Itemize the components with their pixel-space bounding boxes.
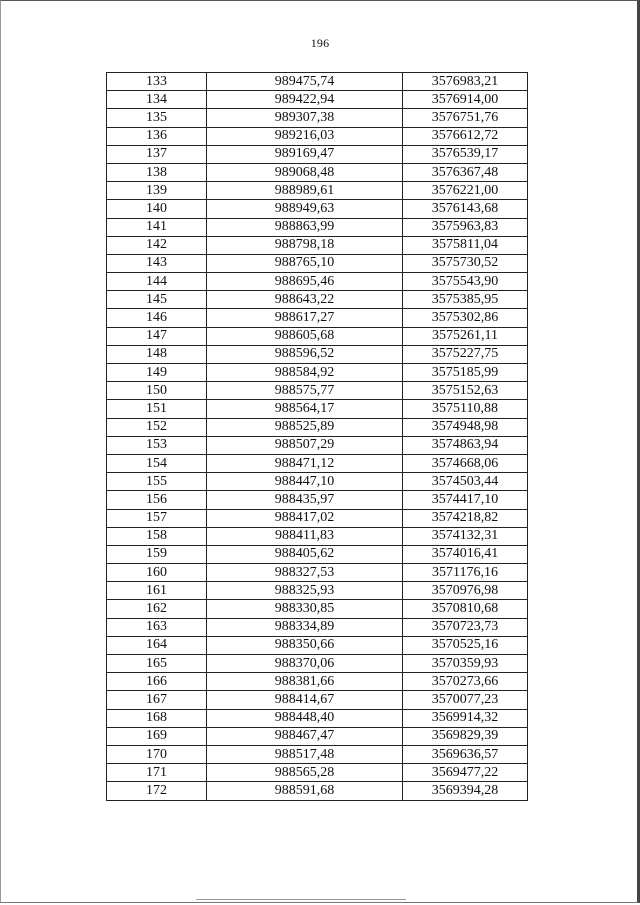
x-coordinate-cell: 988435,97 [207,491,403,509]
x-coordinate-cell: 988370,06 [207,655,403,673]
x-coordinate-cell: 989422,94 [207,91,403,109]
point-number-cell: 139 [107,182,207,200]
x-coordinate-cell: 988565,28 [207,764,403,782]
y-coordinate-cell: 3574948,98 [403,418,528,436]
y-coordinate-cell: 3574668,06 [403,454,528,472]
table-row [107,364,528,382]
y-coordinate-cell: 3576221,00 [403,182,528,200]
point-number-cell: 150 [107,382,207,400]
table-row [107,182,528,200]
x-coordinate-cell: 989169,47 [207,145,403,163]
table-row [107,764,528,782]
point-number-cell: 133 [107,73,207,91]
x-coordinate-cell: 988330,85 [207,600,403,618]
table-row [107,73,528,91]
x-coordinate-cell: 988591,68 [207,782,403,800]
y-coordinate-cell: 3575543,90 [403,273,528,291]
y-coordinate-cell: 3576914,00 [403,91,528,109]
point-number-cell: 153 [107,436,207,454]
y-coordinate-cell: 3570810,68 [403,600,528,618]
table-row [107,709,528,727]
table-row [107,545,528,563]
x-coordinate-cell: 988596,52 [207,345,403,363]
y-coordinate-cell: 3576612,72 [403,127,528,145]
x-coordinate-cell: 988695,46 [207,273,403,291]
point-number-cell: 145 [107,291,207,309]
x-coordinate-cell: 988989,61 [207,182,403,200]
x-coordinate-cell: 988507,29 [207,436,403,454]
table-row [107,418,528,436]
x-coordinate-cell: 988467,47 [207,727,403,745]
page-number: 196 [310,36,330,50]
table-row [107,564,528,582]
y-coordinate-cell: 3570273,66 [403,673,528,691]
x-coordinate-cell: 988525,89 [207,418,403,436]
table-row [107,509,528,527]
x-coordinate-cell: 988325,93 [207,582,403,600]
table-row [107,218,528,236]
point-number-cell: 152 [107,418,207,436]
point-number-cell: 149 [107,364,207,382]
x-coordinate-cell: 988564,17 [207,400,403,418]
point-number-cell: 155 [107,473,207,491]
x-coordinate-cell: 989307,38 [207,109,403,127]
point-number-cell: 172 [107,782,207,800]
x-coordinate-cell: 988517,48 [207,745,403,763]
table-row [107,254,528,272]
table-row [107,109,528,127]
point-number-cell: 144 [107,273,207,291]
point-number-cell: 161 [107,582,207,600]
point-number-cell: 164 [107,636,207,654]
x-coordinate-cell: 988448,40 [207,709,403,727]
table-row [107,291,528,309]
table-row [107,727,528,745]
point-number-cell: 159 [107,545,207,563]
table-row [107,345,528,363]
point-number-cell: 140 [107,200,207,218]
y-coordinate-cell: 3576983,21 [403,73,528,91]
coordinates-table-body [107,73,528,801]
table-row [107,491,528,509]
y-coordinate-cell: 3574218,82 [403,509,528,527]
coordinates-table [106,72,528,801]
x-coordinate-cell: 988765,10 [207,254,403,272]
point-number-cell: 156 [107,491,207,509]
point-number-cell: 165 [107,655,207,673]
point-number-cell: 167 [107,691,207,709]
x-coordinate-cell: 988471,12 [207,454,403,472]
x-coordinate-cell: 988414,67 [207,691,403,709]
table-row [107,200,528,218]
point-number-cell: 143 [107,254,207,272]
y-coordinate-cell: 3574417,10 [403,491,528,509]
y-coordinate-cell: 3575963,83 [403,218,528,236]
point-number-cell: 166 [107,673,207,691]
x-coordinate-cell: 988605,68 [207,327,403,345]
y-coordinate-cell: 3575110,88 [403,400,528,418]
y-coordinate-cell: 3570077,23 [403,691,528,709]
y-coordinate-cell: 3575730,52 [403,254,528,272]
y-coordinate-cell: 3569477,22 [403,764,528,782]
point-number-cell: 157 [107,509,207,527]
y-coordinate-cell: 3570359,93 [403,655,528,673]
footer-scan-line [196,899,406,900]
table-row [107,636,528,654]
table-row [107,382,528,400]
x-coordinate-cell: 988798,18 [207,236,403,254]
y-coordinate-cell: 3569636,57 [403,745,528,763]
y-coordinate-cell: 3575811,04 [403,236,528,254]
point-number-cell: 138 [107,163,207,181]
point-number-cell: 142 [107,236,207,254]
x-coordinate-cell: 988381,66 [207,673,403,691]
y-coordinate-cell: 3574863,94 [403,436,528,454]
table-row [107,436,528,454]
table-row [107,145,528,163]
point-number-cell: 154 [107,454,207,472]
x-coordinate-cell: 988405,62 [207,545,403,563]
table-row [107,673,528,691]
y-coordinate-cell: 3575261,11 [403,327,528,345]
y-coordinate-cell: 3575227,75 [403,345,528,363]
x-coordinate-cell: 988617,27 [207,309,403,327]
point-number-cell: 147 [107,327,207,345]
point-number-cell: 141 [107,218,207,236]
x-coordinate-cell: 988584,92 [207,364,403,382]
x-coordinate-cell: 988575,77 [207,382,403,400]
x-coordinate-cell: 988863,99 [207,218,403,236]
x-coordinate-cell: 988643,22 [207,291,403,309]
table-row [107,582,528,600]
point-number-cell: 163 [107,618,207,636]
y-coordinate-cell: 3576539,17 [403,145,528,163]
y-coordinate-cell: 3575385,95 [403,291,528,309]
y-coordinate-cell: 3569829,39 [403,727,528,745]
table-row [107,691,528,709]
table-row [107,527,528,545]
x-coordinate-cell: 989068,48 [207,163,403,181]
table-row [107,600,528,618]
table-row [107,782,528,800]
point-number-cell: 146 [107,309,207,327]
table-row [107,309,528,327]
y-coordinate-cell: 3574503,44 [403,473,528,491]
point-number-cell: 170 [107,745,207,763]
point-number-cell: 135 [107,109,207,127]
y-coordinate-cell: 3570723,73 [403,618,528,636]
y-coordinate-cell: 3569394,28 [403,782,528,800]
x-coordinate-cell: 988350,66 [207,636,403,654]
table-row [107,91,528,109]
point-number-cell: 137 [107,145,207,163]
x-coordinate-cell: 988417,02 [207,509,403,527]
y-coordinate-cell: 3571176,16 [403,564,528,582]
y-coordinate-cell: 3576143,68 [403,200,528,218]
point-number-cell: 160 [107,564,207,582]
y-coordinate-cell: 3570976,98 [403,582,528,600]
y-coordinate-cell: 3575185,99 [403,364,528,382]
point-number-cell: 136 [107,127,207,145]
table-row [107,454,528,472]
y-coordinate-cell: 3569914,32 [403,709,528,727]
point-number-cell: 158 [107,527,207,545]
table-row [107,163,528,181]
y-coordinate-cell: 3575152,63 [403,382,528,400]
point-number-cell: 168 [107,709,207,727]
x-coordinate-cell: 989475,74 [207,73,403,91]
x-coordinate-cell: 988949,63 [207,200,403,218]
point-number-cell: 151 [107,400,207,418]
x-coordinate-cell: 988411,83 [207,527,403,545]
point-number-cell: 162 [107,600,207,618]
point-number-cell: 148 [107,345,207,363]
x-coordinate-cell: 988334,89 [207,618,403,636]
y-coordinate-cell: 3576751,76 [403,109,528,127]
point-number-cell: 169 [107,727,207,745]
table-row [107,473,528,491]
x-coordinate-cell: 988327,53 [207,564,403,582]
y-coordinate-cell: 3575302,86 [403,309,528,327]
table-row [107,655,528,673]
table-row [107,236,528,254]
x-coordinate-cell: 988447,10 [207,473,403,491]
table-row [107,127,528,145]
point-number-cell: 171 [107,764,207,782]
y-coordinate-cell: 3574132,31 [403,527,528,545]
table-row [107,327,528,345]
table-row [107,400,528,418]
point-number-cell: 134 [107,91,207,109]
table-row [107,273,528,291]
y-coordinate-cell: 3574016,41 [403,545,528,563]
y-coordinate-cell: 3576367,48 [403,163,528,181]
y-coordinate-cell: 3570525,16 [403,636,528,654]
table-row [107,745,528,763]
x-coordinate-cell: 989216,03 [207,127,403,145]
table-row [107,618,528,636]
